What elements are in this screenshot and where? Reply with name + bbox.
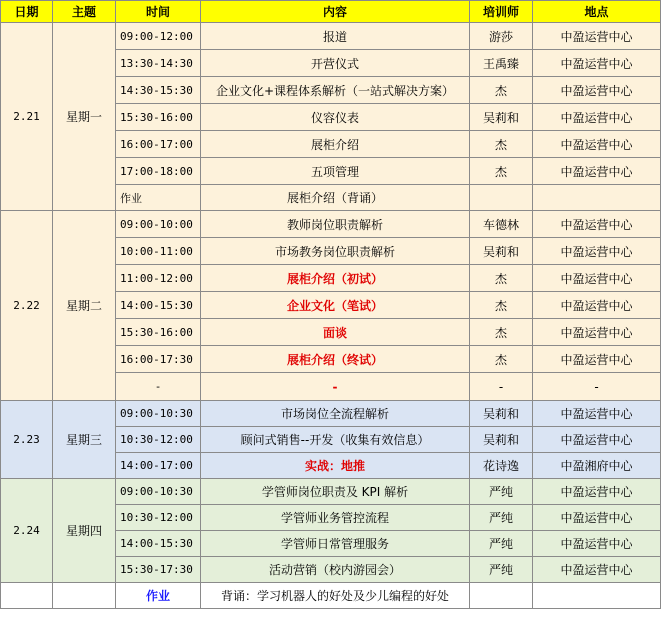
- time-cell: 14:00-17:00: [116, 453, 201, 479]
- trainer-cell: 严纯: [470, 557, 533, 583]
- homework-label: 作业: [116, 583, 201, 609]
- header-time: 时间: [116, 1, 201, 23]
- time-cell: 15:30-16:00: [116, 319, 201, 346]
- time-cell: 09:00-10:00: [116, 211, 201, 238]
- content-cell: 市场教务岗位职责解析: [201, 238, 470, 265]
- content-cell: 企业文化（笔试）: [201, 292, 470, 319]
- content-cell: 实战：地推: [201, 453, 470, 479]
- trainer-cell: 吴莉和: [470, 401, 533, 427]
- weekday-cell: 星期三: [53, 401, 116, 479]
- trainer-cell: 游莎: [470, 23, 533, 50]
- header-topic: 主题: [53, 1, 116, 23]
- date-cell: 2.23: [1, 401, 53, 479]
- trainer-cell: -: [470, 373, 533, 401]
- time-cell: 14:00-15:30: [116, 292, 201, 319]
- trainer-cell: 杰: [470, 77, 533, 104]
- time-cell: 15:30-17:30: [116, 557, 201, 583]
- content-cell: 报道: [201, 23, 470, 50]
- trainer-cell: 杰: [470, 292, 533, 319]
- date-cell: 2.24: [1, 479, 53, 583]
- place-cell: -: [533, 373, 661, 401]
- header-place: 地点: [533, 1, 661, 23]
- content-cell: 顾问式销售--开发（收集有效信息）: [201, 427, 470, 453]
- place-cell: 中盈运营中心: [533, 265, 661, 292]
- time-cell: 14:30-15:30: [116, 77, 201, 104]
- trainer-cell: 杰: [470, 265, 533, 292]
- weekday-cell: 星期四: [53, 479, 116, 583]
- content-cell: 市场岗位全流程解析: [201, 401, 470, 427]
- time-cell: 11:00-12:00: [116, 265, 201, 292]
- place-cell: 中盈湘府中心: [533, 453, 661, 479]
- time-cell: 10:30-12:00: [116, 505, 201, 531]
- content-cell: 展柜介绍（背诵）: [201, 185, 470, 211]
- place-cell: 中盈运营中心: [533, 557, 661, 583]
- place-cell: 中盈运营中心: [533, 238, 661, 265]
- trainer-cell: 杰: [470, 319, 533, 346]
- content-cell: 活动营销（校内游园会）: [201, 557, 470, 583]
- place-cell: 中盈运营中心: [533, 479, 661, 505]
- place-cell: 中盈运营中心: [533, 23, 661, 50]
- place-cell: 中盈运营中心: [533, 531, 661, 557]
- header-date: 日期: [1, 1, 53, 23]
- time-cell: 16:00-17:30: [116, 346, 201, 373]
- homework-row: [1, 583, 661, 609]
- trainer-cell: 车德林: [470, 211, 533, 238]
- content-cell: -: [201, 373, 470, 401]
- content-cell: 学管师业务管控流程: [201, 505, 470, 531]
- content-cell: 开营仪式: [201, 50, 470, 77]
- time-cell: 17:00-18:00: [116, 158, 201, 185]
- table-row: [1, 23, 661, 50]
- empty-cell: [533, 583, 661, 609]
- time-cell: 作业: [116, 185, 201, 211]
- place-cell: 中盈运营中心: [533, 319, 661, 346]
- content-cell: 五项管理: [201, 158, 470, 185]
- time-cell: 09:00-12:00: [116, 23, 201, 50]
- place-cell: 中盈运营中心: [533, 131, 661, 158]
- trainer-cell: [470, 185, 533, 211]
- empty-cell: [53, 583, 116, 609]
- trainer-cell: 严纯: [470, 505, 533, 531]
- time-cell: 10:00-11:00: [116, 238, 201, 265]
- place-cell: 中盈运营中心: [533, 292, 661, 319]
- trainer-cell: 吴莉和: [470, 427, 533, 453]
- date-cell: 2.21: [1, 23, 53, 211]
- time-cell: -: [116, 373, 201, 401]
- trainer-cell: 王禹臻: [470, 50, 533, 77]
- trainer-cell: 吴莉和: [470, 238, 533, 265]
- time-cell: 13:30-14:30: [116, 50, 201, 77]
- trainer-cell: 严纯: [470, 531, 533, 557]
- content-cell: 展柜介绍: [201, 131, 470, 158]
- place-cell: 中盈运营中心: [533, 211, 661, 238]
- place-cell: 中盈运营中心: [533, 346, 661, 373]
- place-cell: 中盈运营中心: [533, 427, 661, 453]
- trainer-cell: 杰: [470, 158, 533, 185]
- trainer-cell: 杰: [470, 131, 533, 158]
- time-cell: 09:00-10:30: [116, 479, 201, 505]
- place-cell: 中盈运营中心: [533, 401, 661, 427]
- date-cell: 2.22: [1, 211, 53, 401]
- content-cell: 展柜介绍（终试）: [201, 346, 470, 373]
- content-cell: 展柜介绍（初试）: [201, 265, 470, 292]
- weekday-cell: 星期一: [53, 23, 116, 211]
- time-cell: 14:00-15:30: [116, 531, 201, 557]
- time-cell: 16:00-17:00: [116, 131, 201, 158]
- header-trainer: 培训师: [470, 1, 533, 23]
- empty-cell: [1, 583, 53, 609]
- time-cell: 10:30-12:00: [116, 427, 201, 453]
- weekday-cell: 星期二: [53, 211, 116, 401]
- content-cell: 面谈: [201, 319, 470, 346]
- place-cell: 中盈运营中心: [533, 77, 661, 104]
- content-cell: 仪容仪表: [201, 104, 470, 131]
- content-cell: 学管师日常管理服务: [201, 531, 470, 557]
- place-cell: [533, 185, 661, 211]
- time-cell: 09:00-10:30: [116, 401, 201, 427]
- trainer-cell: 吴莉和: [470, 104, 533, 131]
- place-cell: 中盈运营中心: [533, 104, 661, 131]
- table-row: [1, 401, 661, 427]
- place-cell: 中盈运营中心: [533, 50, 661, 77]
- header-row: [1, 1, 661, 23]
- homework-content: 背诵：学习机器人的好处及少儿编程的好处: [201, 583, 470, 609]
- trainer-cell: 花诗逸: [470, 453, 533, 479]
- trainer-cell: 杰: [470, 346, 533, 373]
- content-cell: 教师岗位职责解析: [201, 211, 470, 238]
- content-cell: 学管师岗位职责及 KPI 解析: [201, 479, 470, 505]
- trainer-cell: 严纯: [470, 479, 533, 505]
- place-cell: 中盈运营中心: [533, 505, 661, 531]
- header-content: 内容: [201, 1, 470, 23]
- time-cell: 15:30-16:00: [116, 104, 201, 131]
- table-row: [1, 479, 661, 505]
- place-cell: 中盈运营中心: [533, 158, 661, 185]
- empty-cell: [470, 583, 533, 609]
- content-cell: 企业文化+课程体系解析（一站式解决方案）: [201, 77, 470, 104]
- table-row: [1, 211, 661, 238]
